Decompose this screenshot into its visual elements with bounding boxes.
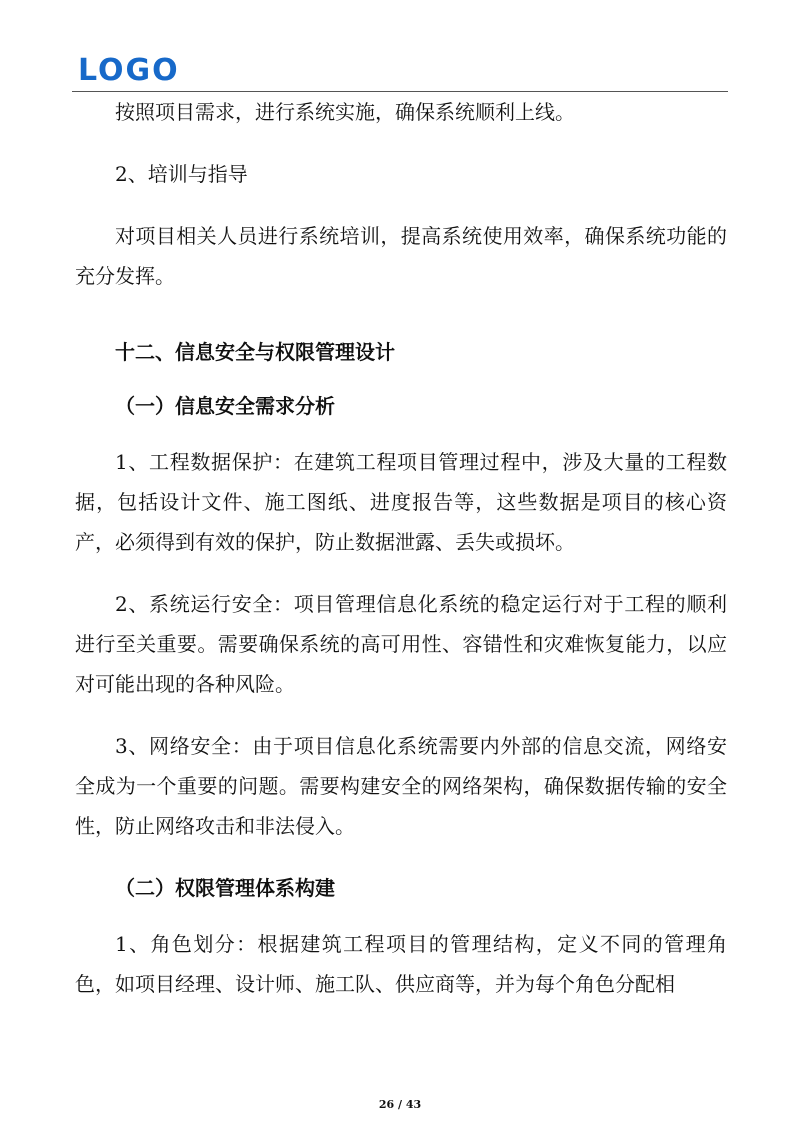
- paragraph-network-security: 3、网络安全：由于项目信息化系统需要内外部的信息交流，网络安全成为一个重要的问题。需要构建安全的网络架构，确保数据传输的安全性，防止网络攻击和非法侵入。: [75, 734, 727, 838]
- paragraph-system-security: 2、系统运行安全：项目管理信息化系统的稳定运行对于工程的顺利进行至关重要。需要确保系统的高可用性、容错性和灾难恢复能力，以应对可能出现的各种风险。: [75, 592, 727, 696]
- paragraph-implementation: 按照项目需求，进行系统实施，确保系统顺利上线。: [115, 100, 575, 124]
- subsection-heading-2: （二）权限管理体系构建: [115, 876, 335, 900]
- page-number: 26 / 43: [378, 1098, 422, 1111]
- paragraph-role-division: 1、角色划分：根据建筑工程项目的管理结构，定义不同的管理角色，如项目经理、设计师、施工队、供应商等，并为每个角色分配相: [75, 932, 727, 996]
- subsection-heading-1: （一）信息安全需求分析: [115, 394, 335, 418]
- paragraph-training: 对项目相关人员进行系统培训，提高系统使用效率，确保系统功能的充分发挥。: [75, 224, 727, 288]
- item-training: 2、培训与指导: [115, 162, 248, 186]
- page-header: [0, 0, 800, 95]
- section-heading: 十二、信息安全与权限管理设计: [115, 340, 395, 364]
- document-body: [75, 92, 727, 1004]
- paragraph-data-protection: 1、工程数据保护：在建筑工程项目管理过程中，涉及大量的工程数据，包括设计文件、施工图纸、进度报告等，这些数据是项目的核心资产，必须得到有效的保护，防止数据泄露、丢失或损坏。: [75, 450, 727, 554]
- logo: LOGO: [78, 53, 180, 88]
